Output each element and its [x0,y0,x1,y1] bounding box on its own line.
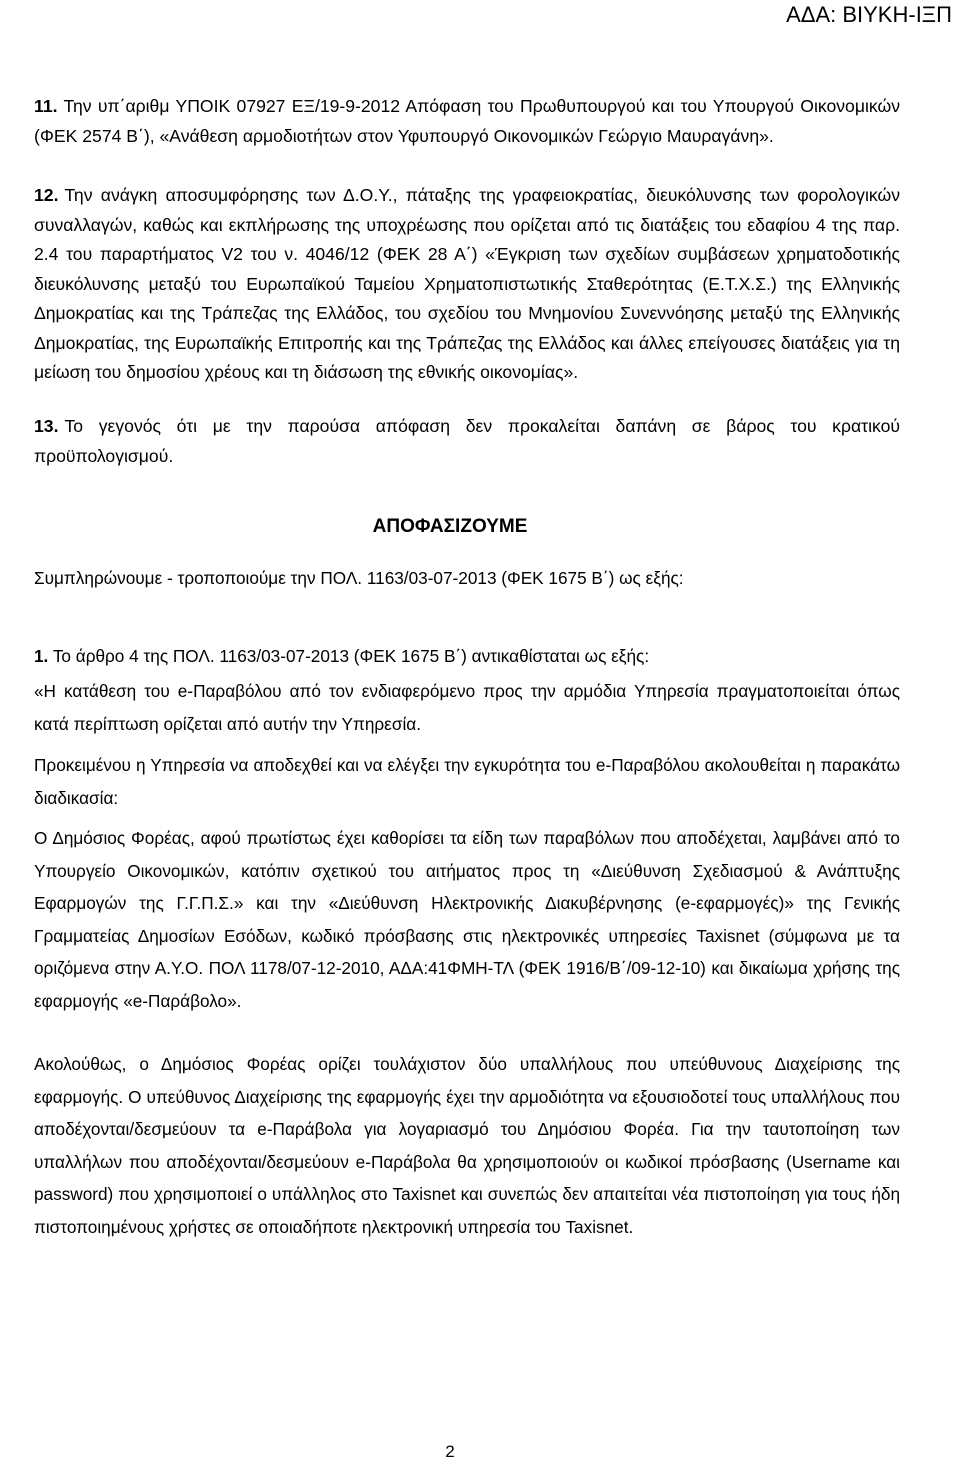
article-text: Το άρθρο 4 της ΠΟΛ. 1163/03-07-2013 (ΦΕΚ 1675 Β΄) αντικαθίσταται ως εξής: [52,646,650,666]
item-text: Το γεγονός ότι με την παρούσα απόφαση δεν προκαλείται δαπάνη σε βάρος του κρατικού προϋπολογισμού. [34,416,900,466]
item-number: 11. [34,96,58,116]
article-number: 1. [34,646,49,666]
paragraph-3: Ο Δημόσιος Φορέας, αφού πρωτίστως έχει καθορίσει τα είδη των παραβόλων που αποδέχεται, λαμβάνει από το Υπουργείο Οικονομικών, κατόπιν σχετικού του αιτήματος προς τη «Διεύθυνση Σχεδιασμού & Ανάπτυξης Εφαρμογών της Γ.Γ.Π.Σ.» και την «Διεύθυνση Ηλεκτρονικής Διακυβέρνησης (e-εφαρμογές)» της Γενικής Γραμματείας Δημοσίων Εσόδων, κωδικό πρόσβασης στις ηλεκτρονικές υπηρεσίες Taxisnet (σύμφωνα με τα οριζόμενα στην Α.Υ.Ο. ΠΟΛ 1178/07-12-2010, ΑΔΑ:41ΦΜΗ-ΤΛ (ΦΕΚ 1916/Β΄/09-12-10) και δικαίωμα χρήσης της εφαρμογής «e-Παράβολο». [34,828,900,1011]
decision-title: ΑΠΟΦΑΣΙΖΟΥΜΕ [372,516,528,537]
ada-header: ΑΔΑ: ΒΙΥΚΗ-ΙΞΠ [786,2,952,27]
paragraph-2: Προκειμένου η Υπηρεσία να αποδεχθεί και να ελέγξει την εγκυρότητα του e-Παραβόλου ακολουθείται η παρακάτω διαδικασία: [34,755,900,808]
list-item-13 [34,412,900,471]
page-number: 2 [445,1442,455,1461]
item-number: 13. [34,416,59,436]
item-text: Την υπ΄αριθμ ΥΠΟΙΚ 07927 ΕΞ/19-9-2012 Απόφαση του Πρωθυπουργού και του Υπουργού Οικονομικών (ΦΕΚ 2574 Β΄), «Ανάθεση αρμοδιοτήτων στον Υφυπουργό Οικονομικών Γεώργιο Μαυραγάνη». [34,96,900,146]
item-number: 12. [34,185,59,205]
list-item-11 [34,92,900,151]
paragraph-1: «Η κατάθεση του e-Παραβόλου από τον ενδιαφερόμενο προς την αρμόδια Υπηρεσία πραγματοποιείται όπως κατά περίπτωση ορίζεται από αυτήν την Υπηρεσία. [34,681,900,734]
intro-text: Συμπληρώνουμε - τροποποιούμε την ΠΟΛ. 1163/03-07-2013 (ΦΕΚ 1675 Β΄) ως εξής: [34,568,684,588]
article-heading [34,640,900,673]
list-item-12 [34,181,900,388]
paragraph-4: Ακολούθως, ο Δημόσιος Φορέας ορίζει τουλάχιστον δύο υπαλλήλους που υπεύθυνους Διαχείρισης της εφαρμογής. Ο υπεύθυνος Διαχείρισης της εφαρμογής έχει την αρμοδιότητα να εξουσιοδοτεί τους υπαλλήλους που αποδέχονται/δεσμεύουν τα e-Παράβολα για λογαριασμό του Δημόσιου Φορέα. Για την ταυτοποίηση των υπαλλήλων που αποδέχονται/δεσμεύουν e-Παράβολα θα χρησιμοποιούν οι κωδικοί πρόσβασης (Username και password) που χρησιμοποιεί ο υπάλληλος στο Taxisnet και συνεπώς δεν απαιτείται νέα πιστοποίηση για τους ήδη πιστοποιημένους χρήστες σε οποιαδήποτε ηλεκτρονική υπηρεσία του Taxisnet. [34,1054,900,1237]
item-text: Την ανάγκη αποσυμφόρησης των Δ.Ο.Υ., πάταξης της γραφειοκρατίας, διευκόλυνσης των φορολογικών συναλλαγών, καθώς και εκπλήρωσης της υποχρέωσης που ορίζεται από τις διατάξεις του εδαφίου 4 της παρ. 2.4 του παραρτήματος V2 του ν. 4046/12 (ΦΕΚ 28 Α΄) «Έγκριση των σχεδίων συμβάσεων χρηματοδοτικής διευκόλυνσης μεταξύ του Ευρωπαϊκού Ταμείου Χρηματοπιστωτικής Σταθερότητας (Ε.Τ.Χ.Σ.) της Ελληνικής Δημοκρατίας και της Τράπεζας της Ελλάδος, του σχεδίου του Μνημονίου Συνεννόησης μεταξύ της Ελληνικής Δημοκρατίας, της Ευρωπαϊκής Επιτροπής και της Τράπεζας της Ελλάδος και άλλες επείγουσες διατάξεις για τη μείωση του δημοσίου χρέους και τη διάσωση της εθνικής οικονομίας». [34,185,900,382]
